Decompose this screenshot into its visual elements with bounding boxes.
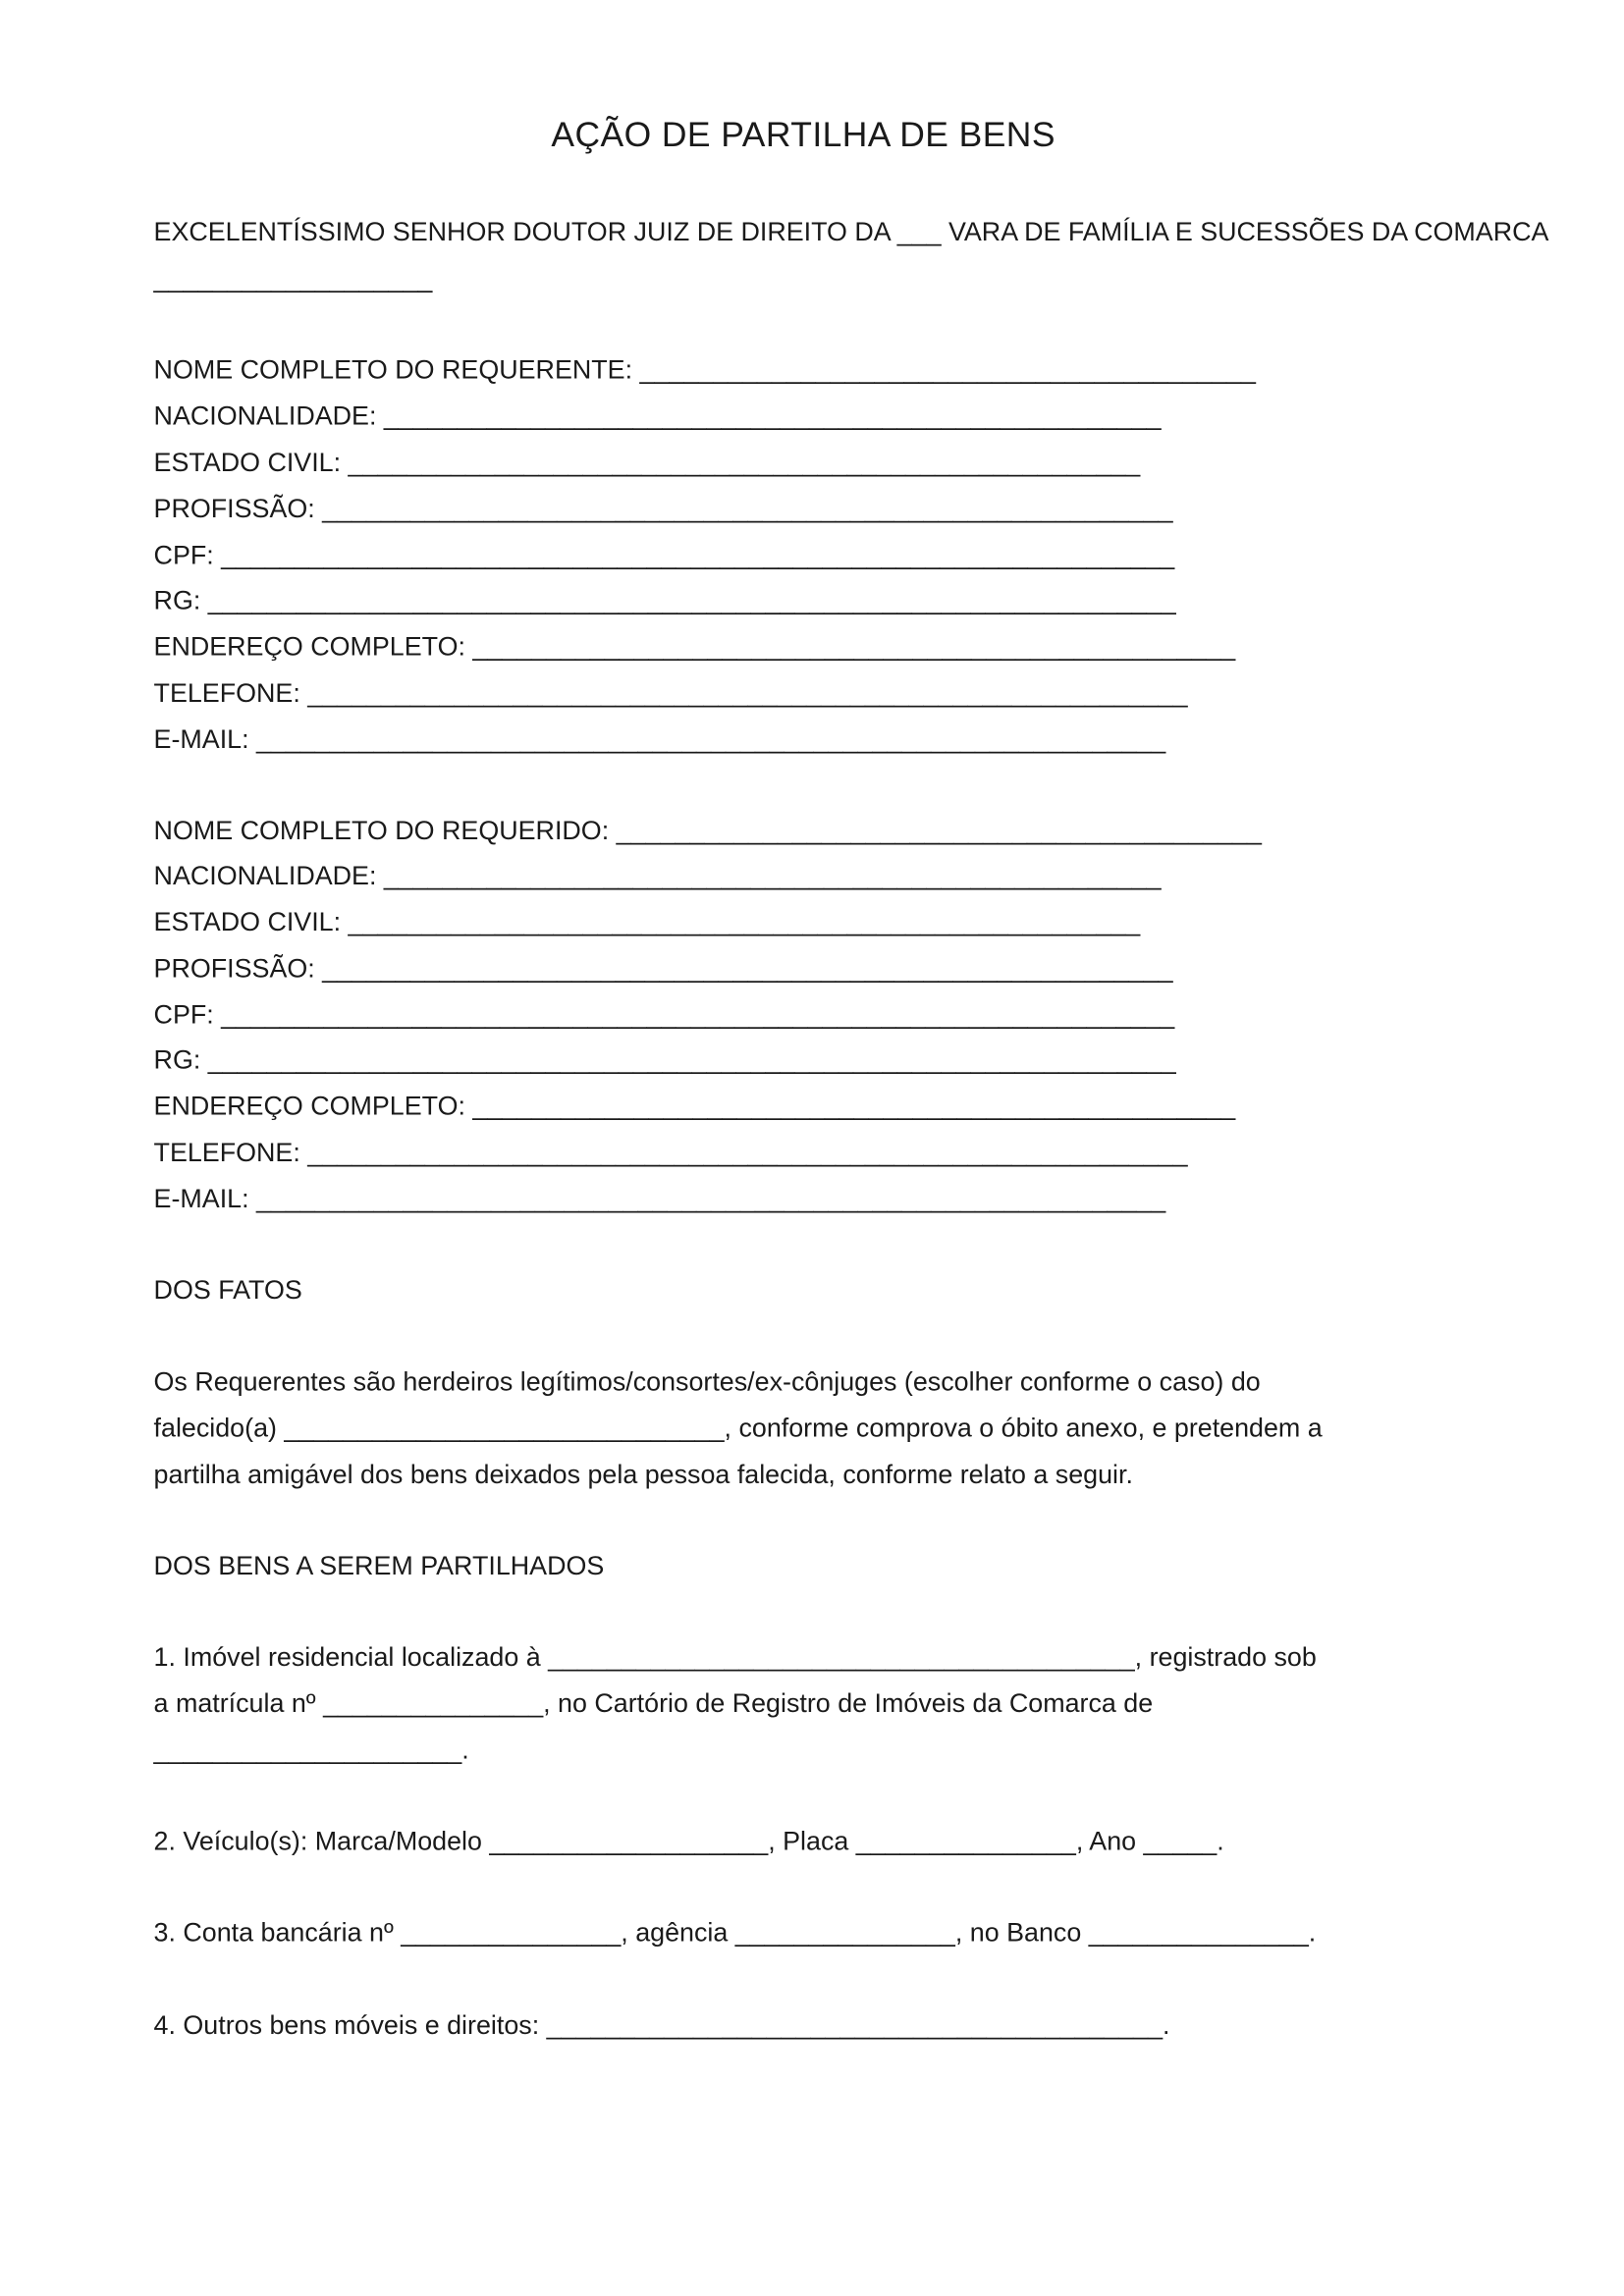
- fatos-paragraph-line-1: Os Requerentes são herdeiros legítimos/consortes/ex-cônjuges (escolher conforme o caso) do: [153, 1366, 1261, 1397]
- court-address-line-1: EXCELENTÍSSIMO SENHOR DOUTOR JUIZ DE DIREITO DA ___ VARA DE FAMÍLIA E SUCESSÕES DA COMARCA: [153, 217, 1549, 247]
- document-title: AÇÃO DE PARTILHA DE BENS: [551, 116, 1056, 156]
- bens-item-2: 2. Veículo(s): Marca/Modelo ___________________, Placa _______________, Ano _____.: [153, 1826, 1224, 1856]
- requerente-nome: NOME COMPLETO DO REQUERENTE: __________________________________________: [153, 354, 1256, 385]
- court-address-line-2: ___________________: [153, 263, 433, 294]
- fatos-paragraph-line-2: falecido(a) ______________________________, conforme comprova o óbito anexo, e pretendem a: [153, 1413, 1323, 1443]
- requerente-profissao: PROFISSÃO: __________________________________________________________: [153, 494, 1173, 524]
- requerente-endereco: ENDEREÇO COMPLETO: ____________________________________________________: [153, 631, 1236, 662]
- fatos-paragraph-line-3: partilha amigável dos bens deixados pela pessoa falecida, conforme relato a seguir.: [153, 1460, 1133, 1489]
- requerido-endereco: ENDEREÇO COMPLETO: ____________________________________________________: [153, 1092, 1236, 1121]
- requerido-cpf: CPF: _________________________________________________________________: [153, 999, 1175, 1030]
- requerido-email: E-MAIL: ______________________________________________________________: [153, 1184, 1166, 1214]
- requerido-nome: NOME COMPLETO DO REQUERIDO: ____________________________________________: [153, 816, 1262, 845]
- bens-item-1-line-2: a matrícula nº _______________, no Cartório de Registro de Imóveis da Comarca de: [153, 1688, 1154, 1719]
- bens-item-4: 4. Outros bens móveis e direitos: __________________________________________.: [153, 2010, 1170, 2040]
- requerido-estado-civil: ESTADO CIVIL: ______________________________________________________: [153, 907, 1141, 937]
- requerido-rg: RG: __________________________________________________________________: [153, 1044, 1176, 1075]
- requerente-cpf: CPF: _________________________________________________________________: [153, 540, 1175, 570]
- bens-item-1-line-1: 1. Imóvel residencial localizado à ________________________________________, registrado sob: [153, 1642, 1317, 1672]
- requerente-telefone: TELEFONE: ____________________________________________________________: [153, 678, 1188, 708]
- requerente-email: E-MAIL: ______________________________________________________________: [153, 724, 1166, 754]
- bens-heading: DOS BENS A SEREM PARTILHADOS: [153, 1551, 605, 1580]
- bens-item-1-line-3: _____________________.: [153, 1735, 469, 1765]
- requerido-profissao: PROFISSÃO: __________________________________________________________: [153, 953, 1173, 984]
- requerido-nacionalidade: NACIONALIDADE: _____________________________________________________: [153, 861, 1162, 890]
- fatos-heading: DOS FATOS: [153, 1275, 302, 1306]
- requerente-estado-civil: ESTADO CIVIL: ______________________________________________________: [153, 448, 1141, 477]
- bens-item-3: 3. Conta bancária nº _______________, agência _______________, no Banco _______________.: [153, 1917, 1317, 1948]
- requerente-nacionalidade: NACIONALIDADE: _____________________________________________________: [153, 401, 1162, 431]
- requerente-rg: RG: __________________________________________________________________: [153, 585, 1176, 615]
- requerido-telefone: TELEFONE: ____________________________________________________________: [153, 1138, 1188, 1167]
